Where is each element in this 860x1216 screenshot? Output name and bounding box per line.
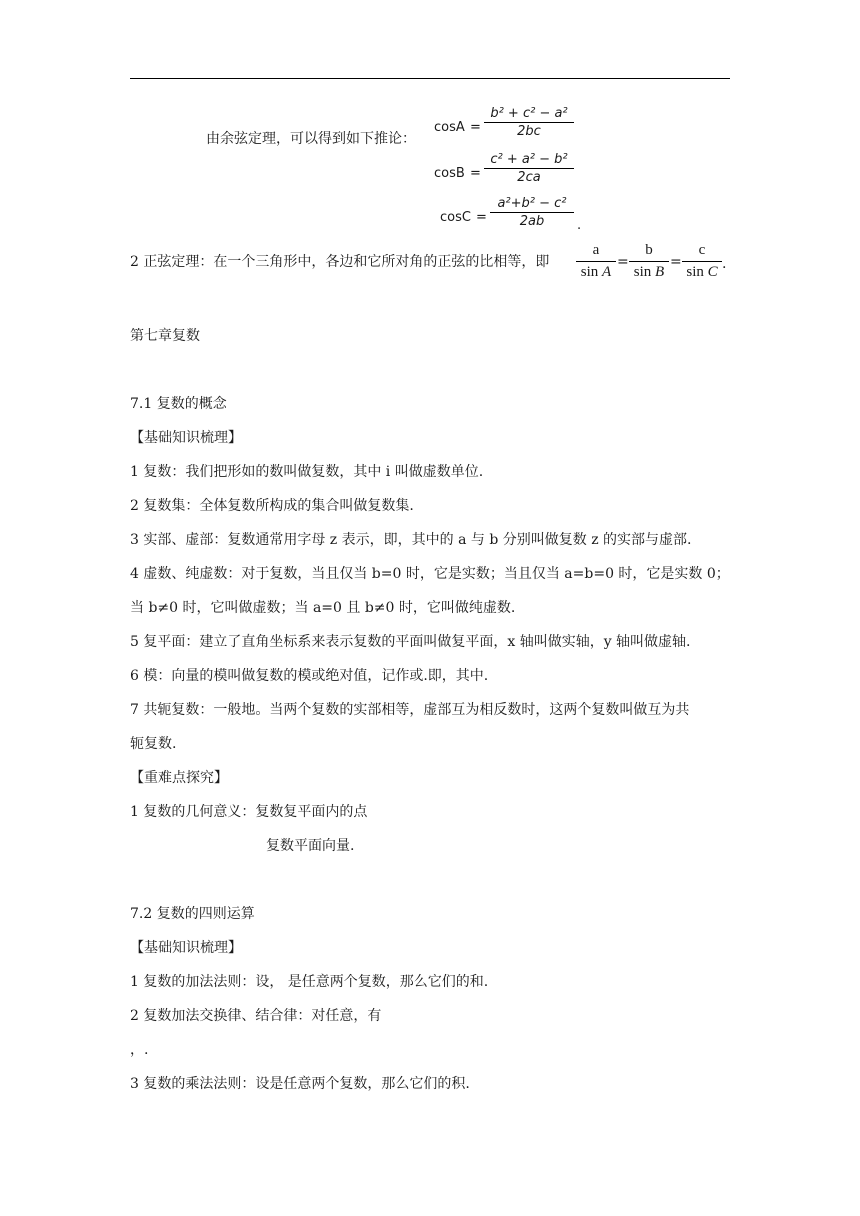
formula-lhs: cosB <box>434 166 465 181</box>
formula-lhs: cosA <box>434 120 465 135</box>
fraction-bar <box>576 261 616 262</box>
list-item: 1 复数：我们把形如的数叫做复数，其中 i 叫做虚数单位. <box>130 464 484 480</box>
key-points-heading: 【重难点探究】 <box>130 770 228 786</box>
list-item: 7 共轭复数：一般地。当两个复数的实部相等，虚部互为相反数时，这两个复数叫做互为共 <box>130 702 690 718</box>
formula-fraction <box>484 106 574 139</box>
basics-heading: 【基础知识梳理】 <box>130 940 242 956</box>
fraction-numerator: b <box>645 242 653 258</box>
basics-heading: 【基础知识梳理】 <box>130 430 242 446</box>
sine-fraction-c <box>682 242 722 281</box>
list-item: 2 复数加法交换律、结合律：对任意，有 <box>130 1008 382 1024</box>
list-item: ，. <box>130 1042 149 1058</box>
fraction-bar <box>629 261 669 262</box>
formula-fraction <box>484 152 574 185</box>
list-item: 轭复数. <box>130 736 177 752</box>
fraction-denominator: 2bc <box>517 124 541 139</box>
list-item: 1 复数的几何意义：复数复平面内的点 <box>130 804 368 820</box>
sine-law-period: . <box>722 256 727 272</box>
list-item: 5 复平面：建立了直角坐标系来表示复数的平面叫做复平面，x 轴叫做实轴，y 轴叫做虚轴. <box>130 634 691 650</box>
formula-fraction <box>490 196 574 229</box>
fraction-numerator: a²+b² − c² <box>497 196 567 211</box>
cos-c-formula <box>440 196 585 242</box>
equals-sign: = <box>470 166 481 181</box>
formula-lhs: cosC <box>440 210 471 225</box>
fraction-numerator: c² + a² − b² <box>490 152 568 167</box>
list-item: 3 实部、虚部：复数通常用字母 z 表示，即，其中的 a 与 b 分别叫做复数 z 的实部与虚部. <box>130 532 692 548</box>
equals-sign: = <box>670 254 682 270</box>
header-rule <box>130 78 730 79</box>
fraction-denominator: 2ab <box>519 214 545 229</box>
fraction-numerator: c <box>698 242 706 258</box>
chapter-title: 第七章复数 <box>130 328 200 344</box>
fraction-numerator: a <box>592 242 600 258</box>
fraction-bar <box>484 168 574 169</box>
cosine-intro-text: 由余弦定理，可以得到如下推论： <box>206 131 416 147</box>
fraction-numerator: b² + c² − a² <box>490 106 568 121</box>
fraction-bar <box>484 122 574 123</box>
fraction-denominator: sin C <box>686 264 718 280</box>
section-7-2-title: 7.2 复数的四则运算 <box>130 906 255 922</box>
sine-fraction-b <box>629 242 669 281</box>
fraction-denominator: sin B <box>633 264 665 280</box>
sine-fraction-a <box>576 242 616 281</box>
sine-law-text: 2 正弦定理：在一个三角形中，各边和它所对角的正弦的比相等，即 <box>130 254 550 270</box>
list-item: 4 虚数、纯虚数：对于复数，当且仅当 b=0 时，它是实数；当且仅当 a=b=0 时，它是实数 0； <box>130 566 730 582</box>
list-item: 3 复数的乘法法则：设是任意两个复数，那么它们的积. <box>130 1076 470 1092</box>
fraction-denominator: 2ca <box>517 170 541 185</box>
trailing-period: . <box>577 218 582 233</box>
equals-sign: = <box>617 254 629 270</box>
fraction-bar <box>682 261 722 262</box>
equals-sign: = <box>470 120 481 135</box>
fraction-bar <box>490 212 574 213</box>
cos-a-formula <box>434 106 579 152</box>
list-item: 2 复数集：全体复数所构成的集合叫做复数集. <box>130 498 414 514</box>
list-item: 当 b≠0 时，它叫做虚数；当 a=0 且 b≠0 时，它叫做纯虚数. <box>130 600 516 616</box>
fraction-denominator: sin A <box>580 264 612 280</box>
section-7-1-title: 7.1 复数的概念 <box>130 396 227 412</box>
list-item: 复数平面向量. <box>266 838 355 854</box>
cos-b-formula <box>434 152 579 198</box>
list-item: 1 复数的加法法则：设， 是任意两个复数，那么它们的和. <box>130 974 489 990</box>
list-item: 6 模：向量的模叫做复数的模或绝对值，记作或.即，其中. <box>130 668 489 684</box>
equals-sign: = <box>476 210 487 225</box>
